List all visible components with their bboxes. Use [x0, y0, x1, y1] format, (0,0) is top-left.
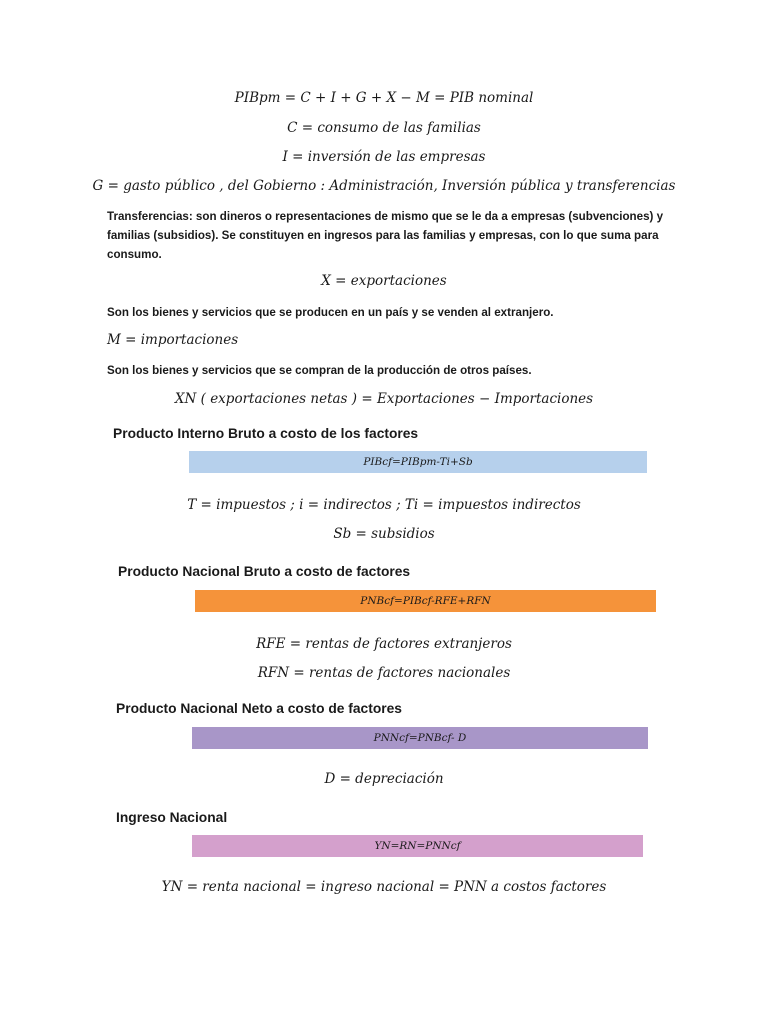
- equation-importaciones: M = importaciones: [107, 332, 239, 348]
- section-title-pnn-cf: Producto Nacional Neto a costo de factores: [116, 701, 402, 716]
- equation-gasto-publico: G = gasto público , del Gobierno : Administración, Inversión pública y transferencias: [92, 178, 676, 194]
- formula-band-ingreso-nacional: YN=RN=PNNcf: [192, 835, 643, 857]
- paragraph-importaciones: Son los bienes y servicios que se compran de la producción de otros países.: [107, 364, 532, 377]
- equation-rfn: RFN = rentas de factores nacionales: [257, 665, 511, 681]
- equation-impuestos: T = impuestos ; i = indirectos ; Ti = impuestos indirectos: [187, 497, 581, 513]
- equation-subsidios: Sb = subsidios: [333, 526, 435, 542]
- section-title-pib-cf: Producto Interno Bruto a costo de los factores: [113, 426, 419, 441]
- section-title-ingreso-nacional: Ingreso Nacional: [116, 810, 228, 825]
- section-title-pnb-cf: Producto Nacional Bruto a costo de factores: [118, 564, 411, 579]
- equation-exportaciones-netas: XN ( exportaciones netas ) = Exportaciones − Importaciones: [174, 391, 594, 407]
- formula-band-pnn-cf: PNNcf=PNBcf- D: [192, 727, 648, 749]
- equation-consumo: C = consumo de las familias: [287, 120, 481, 136]
- formula-band-pib-cf: PIBcf=PIBpm-Ti+Sb: [189, 451, 647, 473]
- equation-depreciacion: D = depreciación: [324, 771, 444, 787]
- equation-exportaciones: X = exportaciones: [321, 273, 447, 289]
- equation-pib-pm: PIBpm = C + I + G + X − M = PIB nominal: [234, 90, 534, 106]
- equation-renta-nacional: YN = renta nacional = ingreso nacional = PNN a costos factores: [161, 879, 607, 895]
- paragraph-exportaciones: Son los bienes y servicios que se producen en un país y se venden al extranjero.: [107, 306, 554, 319]
- equation-rfe: RFE = rentas de factores extranjeros: [256, 636, 512, 652]
- paragraph-transferencias: Transferencias: son dineros o representaciones de mismo que se le da a empresas (subvenciones) y familias (subsidios). Se constituyen en ingresos para las familias y empresas, con lo que suma para consumo.: [107, 210, 664, 261]
- equation-inversion: I = inversión de las empresas: [282, 149, 486, 165]
- formula-band-pnb-cf: PNBcf=PIBcf-RFE+RFN: [195, 590, 656, 612]
